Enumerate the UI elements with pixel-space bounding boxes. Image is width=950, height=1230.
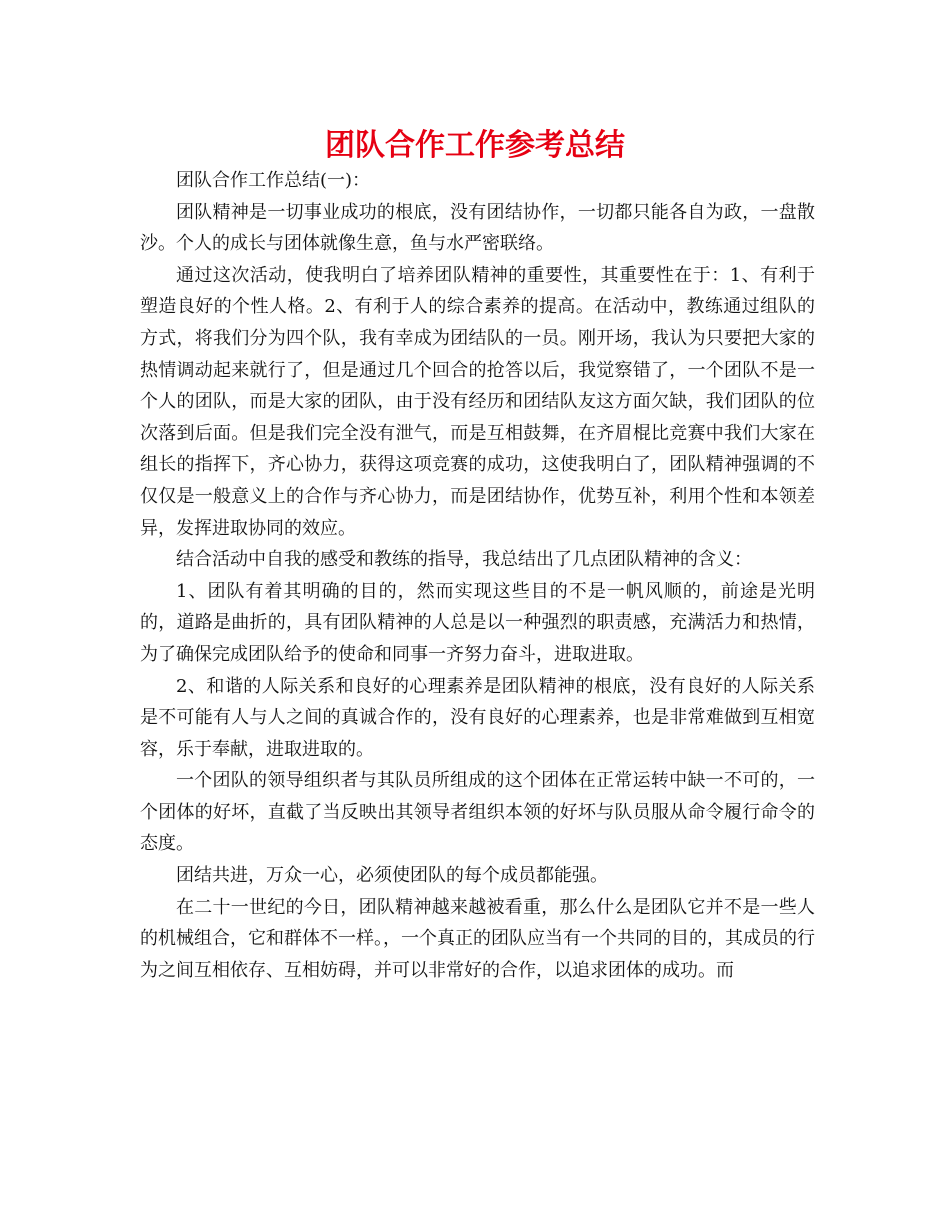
paragraph: 一个团队的领导组织者与其队员所组成的这个团体在正常运转中缺一不可的，一个团体的好坏，直截了当反映出其领导者组织本领的好坏与队员服从命令履行命令的态度。 <box>140 770 815 855</box>
paragraph: 团队精神是一切事业成功的根底，没有团结协作，一切都只能各自为政，一盘散沙。个人的成长与团体就像生意，鱼与水严密联络。 <box>140 201 815 255</box>
paragraph: 在二十一世纪的今日，团队精神越来越被看重，那么什么是团队它并不是一些人的机械组合，它和群体不一样。，一个真正的团队应当有一个共同的目的，其成员的行为之间互相依存、互相妨碍，并可以非常好的合作，以追求团体的成功。而 <box>140 896 815 981</box>
paragraph: 2、和谐的人际关系和良好的心理素养是团队精神的根底，没有良好的人际关系是不可能有人与人之间的真诚合作的，没有良好的心理素养，也是非常难做到互相宽容，乐于奉献，进取进取的。 <box>140 675 815 760</box>
paragraph: 团结共进，万众一心，必须使团队的每个成员都能强。 <box>176 865 608 887</box>
paragraph-heading: 团队合作工作总结(一)： <box>176 170 371 191</box>
paragraph: 结合活动中自我的感受和教练的指导，我总结出了几点团队精神的含义： <box>176 549 752 571</box>
document-body <box>140 165 815 986</box>
document-title: 团队合作工作参考总结 <box>325 128 625 163</box>
paragraph: 通过这次活动，使我明白了培养团队精神的重要性，其重要性在于：1、有利于塑造良好的个性人格。2、有利于人的综合素养的提高。在活动中，教练通过组队的方式，将我们分为四个队，我有幸成为团结队的一员。刚开场，我认为只要把大家的热情调动起来就行了，但是通过几个回合的抢答以后，我觉察错了，一个团队不是一个人的团队，而是大家的团队，由于没有经历和团结队友这方面欠缺，我们团队的位次落到后面。但是我们完全没有泄气，而是互相鼓舞，在齐眉棍比竞赛中我们大家在组长的指挥下，齐心协力，获得这项竞赛的成功，这使我明白了，团队精神强调的不仅仅是一般意义上的合作与齐心协力，而是团结协作，优势互补，利用个性和本领差异，发挥进取协同的效应。 <box>140 264 815 539</box>
paragraph: 1、团队有着其明确的目的，然而实现这些目的不是一帆风顺的，前途是光明的，道路是曲折的，具有团队精神的人总是以一种强烈的职责感，充满活力和热情，为了确保完成团队给予的使命和同事一齐努力奋斗，进取进取。 <box>140 580 815 665</box>
